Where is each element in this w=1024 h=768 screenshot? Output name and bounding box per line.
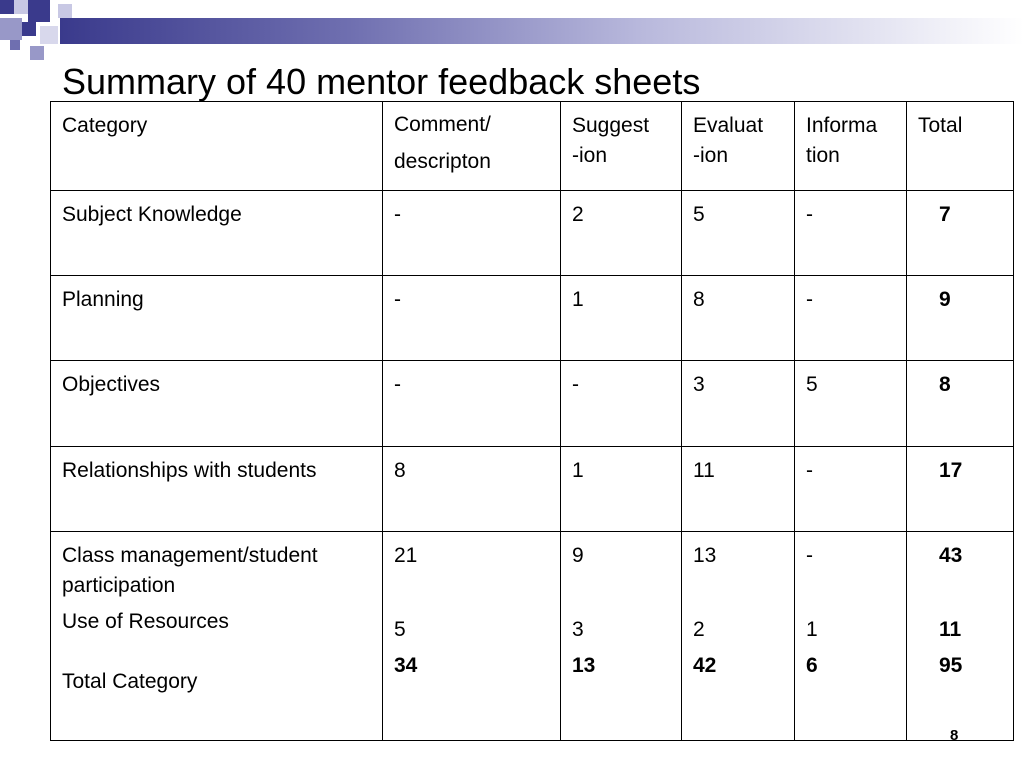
header-evaluation: Evaluat -ion — [682, 102, 795, 191]
cell-information-combined: - 1 6 — [795, 531, 907, 740]
cell-total-combined: 43 11 95 — [907, 531, 1014, 740]
header-gradient-bar — [60, 18, 1024, 44]
header-information: Informa tion — [795, 102, 907, 191]
cell-information: - — [795, 446, 907, 531]
cell-suggestion: 2 — [561, 191, 682, 276]
deco-square — [0, 0, 14, 14]
category-class-management: Class management/student participation — [62, 543, 318, 597]
cell-category: Subject Knowledge — [51, 191, 383, 276]
cell-information: - — [795, 276, 907, 361]
cell-information: 5 — [795, 361, 907, 446]
deco-square — [0, 18, 22, 40]
cell-comment: - — [383, 191, 561, 276]
cell-total: 8 — [907, 361, 1014, 446]
cell-suggestion: - — [561, 361, 682, 446]
feedback-summary-table — [50, 101, 1014, 741]
cell-evaluation: 5 — [682, 191, 795, 276]
cell-evaluation: 3 — [682, 361, 795, 446]
category-total: Total Category — [62, 669, 198, 693]
cell-total: 9 — [907, 276, 1014, 361]
cell-comment: - — [383, 361, 561, 446]
cell-suggestion-combined: 9 3 13 — [561, 531, 682, 740]
cell-total: 7 — [907, 191, 1014, 276]
cell-comment: 8 — [383, 446, 561, 531]
table-row — [51, 191, 1014, 276]
deco-square — [30, 46, 44, 60]
cell-comment: - — [383, 276, 561, 361]
cell-category: Planning — [51, 276, 383, 361]
table-row — [51, 276, 1014, 361]
table-row-combined — [51, 531, 1014, 740]
deco-square — [28, 0, 50, 22]
cell-evaluation: 8 — [682, 276, 795, 361]
cell-category: Relationships with students — [51, 446, 383, 531]
cell-suggestion: 1 — [561, 276, 682, 361]
deco-square — [22, 22, 36, 36]
header-comment: Comment/ descripton — [383, 102, 561, 191]
cell-comment-combined: 21 5 34 — [383, 531, 561, 740]
cell-evaluation-combined: 13 2 42 — [682, 531, 795, 740]
table-row — [51, 361, 1014, 446]
cell-category-combined — [51, 531, 383, 740]
header-category: Category — [51, 102, 383, 191]
table-header-row — [51, 102, 1014, 191]
cell-evaluation: 11 — [682, 446, 795, 531]
cell-total: 17 — [907, 446, 1014, 531]
table-row — [51, 446, 1014, 531]
cell-category: Objectives — [51, 361, 383, 446]
slide-title: Summary of 40 mentor feedback sheets — [62, 61, 701, 102]
page-number: 8 — [950, 727, 959, 744]
cell-suggestion: 1 — [561, 446, 682, 531]
category-use-of-resources: Use of Resources — [62, 609, 229, 633]
deco-square — [40, 26, 58, 44]
cell-information: - — [795, 191, 907, 276]
deco-square — [58, 4, 72, 18]
deco-square — [14, 0, 28, 14]
deco-square — [10, 40, 20, 50]
header-suggestion: Suggest -ion — [561, 102, 682, 191]
header-total: Total — [907, 102, 1014, 191]
